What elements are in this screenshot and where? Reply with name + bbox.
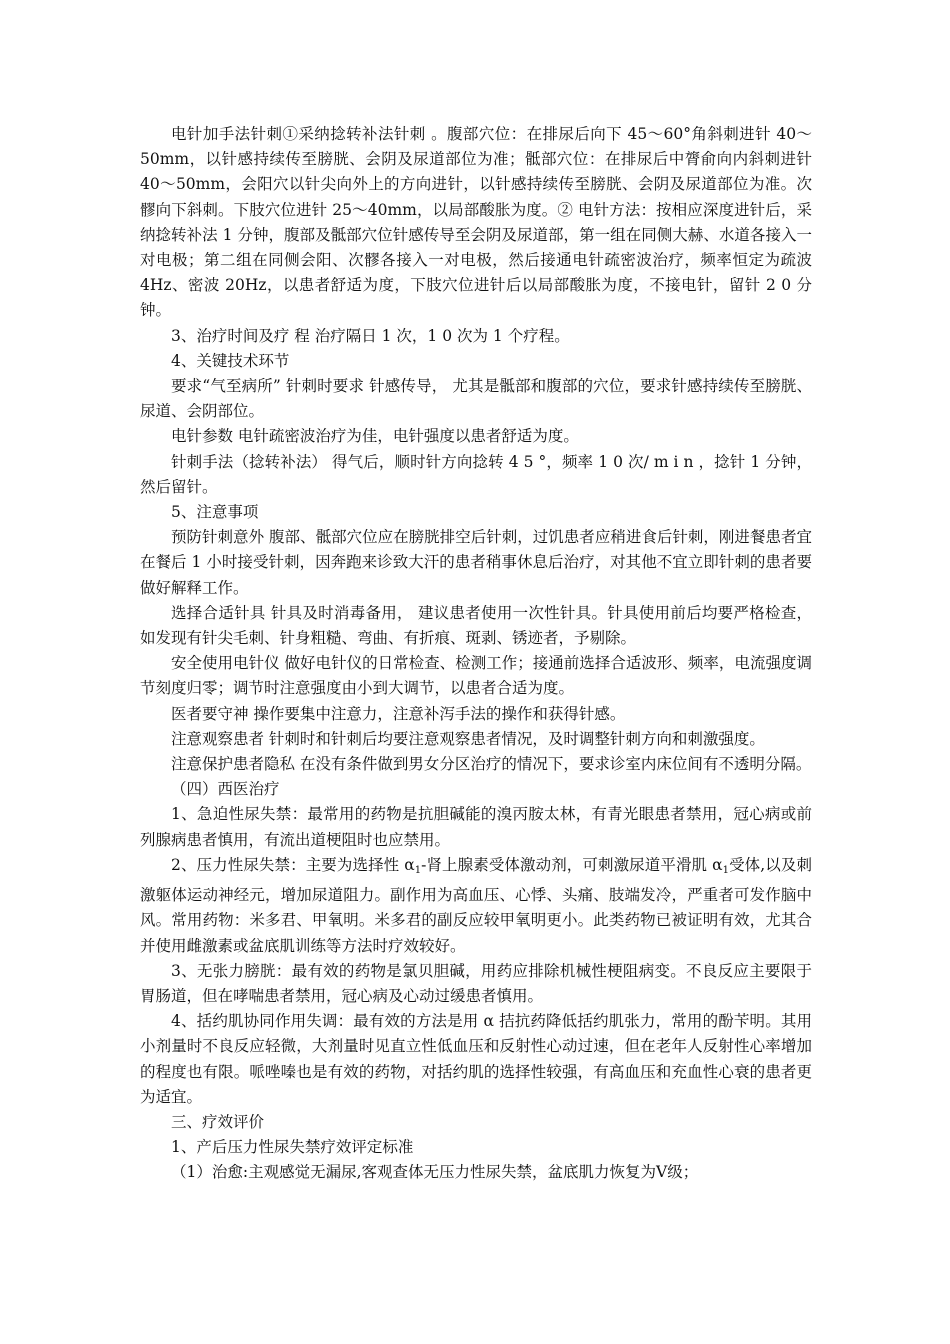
heading-evaluation-criteria: 1、产后压力性尿失禁疗效评定标准	[171, 1138, 414, 1157]
heading-key-techniques: 4、关键技术环节	[171, 351, 290, 370]
paragraph-urge-incontinence: 1、急迫性尿失禁：最常用的药物是抗胆碱能的溴丙胺太林，有青光眼患者禁用，冠心病或前列腺病患者慎用，有流出道梗阻时也应禁用。	[140, 805, 812, 849]
heading-precautions: 5、注意事项	[171, 503, 259, 522]
paragraph-observe-patient: 注意观察患者 针刺时和针刺后均要注意观察患者情况，及时调整针刺方向和刺激强度。	[171, 729, 765, 748]
paragraph-stress-incontinence	[140, 853, 812, 959]
document-body	[140, 122, 812, 1186]
subscript: 1	[414, 864, 422, 876]
paragraph-treatment-course: 3、治疗时间及疗 程 治疗隔日 1 次，1 0 次为 1 个疗程。	[171, 326, 570, 345]
paragraph-cure-criteria: （1）治愈:主观感觉无漏尿,客观查体无压力性尿失禁，盆底肌力恢复为Ⅴ级；	[171, 1163, 699, 1182]
subscript: 1	[722, 864, 729, 876]
heading-western-treatment: （四）西医治疗	[171, 780, 280, 799]
text-segment: 2、压力性尿失禁：主要为选择性 α	[171, 855, 415, 874]
text-segment: -肾上腺素受体激动剂，可刺激尿道平滑肌 α	[421, 855, 723, 874]
paragraph-electro-acupuncture: 电针加手法针刺①采纳捻转补法针刺 。腹部穴位：在排尿后向下 45～60°角斜刺进针 40～50mm，以针感持续传至膀胱、会阴及尿道部位为准；骶部穴位：在排尿后中膂俞向内斜刺进针 40～50mm，会阳穴以针尖向外上的方向进针，以针感持续传至膀胱、会阴及尿道部位为准。次髎向下斜刺。下肢穴位进针 25～40mm，以局部酸胀为度。② 电针方法：按相应深度进针后，采纳捻转补法 1 分钟，腹部及骶部穴位针感传导至会阴及尿道部，第一组在同侧大赫、水道各接入一对电极；第二组在同侧会阳、次髎各接入一对电极，然后接通电针疏密波治疗，频率恒定为疏波 4Hz、密波 20Hz，以患者舒适为度，下肢穴位进针后以局部酸胀为度，不接电针，留针 2 0 分钟。	[140, 125, 812, 320]
paragraph-doctor-focus: 医者要守神 操作要集中注意力，注意补泻手法的操作和获得针感。	[171, 704, 626, 723]
paragraph-electro-params: 电针参数 电针疏密波治疗为佳，电针强度以患者舒适为度。	[171, 427, 579, 446]
heading-efficacy-evaluation: 三、疗效评价	[171, 1112, 265, 1131]
paragraph-needling-technique: 针刺手法（捻转补法） 得气后，顺时针方向捻转 4 5 °，频率 1 0 次/ m i n ，捻针 1 分钟，然后留针。	[140, 452, 812, 496]
paragraph-privacy: 注意保护患者隐私 在没有条件做到男女分区治疗的情况下，要求诊室内床位间有不透明分隔。	[171, 755, 812, 774]
paragraph-device-safety: 安全使用电针仪 做好电针仪的日常检查、检测工作；接通前选择合适波形、频率，电流强度调节刻度归零；调节时注意强度由小到大调节，以患者合适为度。	[140, 654, 812, 698]
text-segment: 受体,以及刺激躯体运动神经元，增加尿道阻力。副作用为高血压、心悸、头痛、肢端发冷，严重者可发作脑中风。常用药物：米多君、甲氧明。米多君的副反应较甲氧明更小。此类药物已被证明有效，尤其合并使用雌激素或盆底肌训练等方法时疗效较好。	[140, 855, 812, 955]
paragraph-needle-selection: 选择合适针具 针具及时消毒备用， 建议患者使用一次性针具。针具使用前后均要严格检查，如发现有针尖毛刺、针身粗糙、弯曲、有折痕、斑剥、锈迹者，予剔除。	[140, 603, 812, 648]
paragraph-prevent-accidents: 预防针刺意外 腹部、骶部穴位应在膀胱排空后针刺，过饥患者应稍进食后针刺，刚进餐患者宜在餐后 1 小时接受针刺，因奔跑来诊致大汗的患者稍事休息后治疗，对其他不宜立即针刺的患者要做好解释工作。	[140, 528, 812, 597]
paragraph-atonic-bladder: 3、无张力膀胱：最有效的药物是氯贝胆碱，用药应排除机械性梗阻病变。不良反应主要限于胃肠道，但在哮喘患者禁用，冠心病及心动过缓患者慎用。	[140, 961, 812, 1005]
paragraph-qi-arrival: 要求“气至病所” 针刺时要求 针感传导， 尤其是骶部和腹部的穴位，要求针感持续传至膀胱、尿道、会阴部位。	[140, 377, 812, 421]
paragraph-sphincter-dyssynergia: 4、括约肌协同作用失调：最有效的方法是用 α 拮抗药降低括约肌张力，常用的酚苄明。其用小剂量时不良反应轻微，大剂量时见直立性低血压和反射性心动过速，但在老年人反射性心率增加的程度也有限。哌唑嗪也是有效的药物，对括约肌的选择性较强，有高血压和充血性心衰的患者更为适宜。	[140, 1012, 812, 1106]
